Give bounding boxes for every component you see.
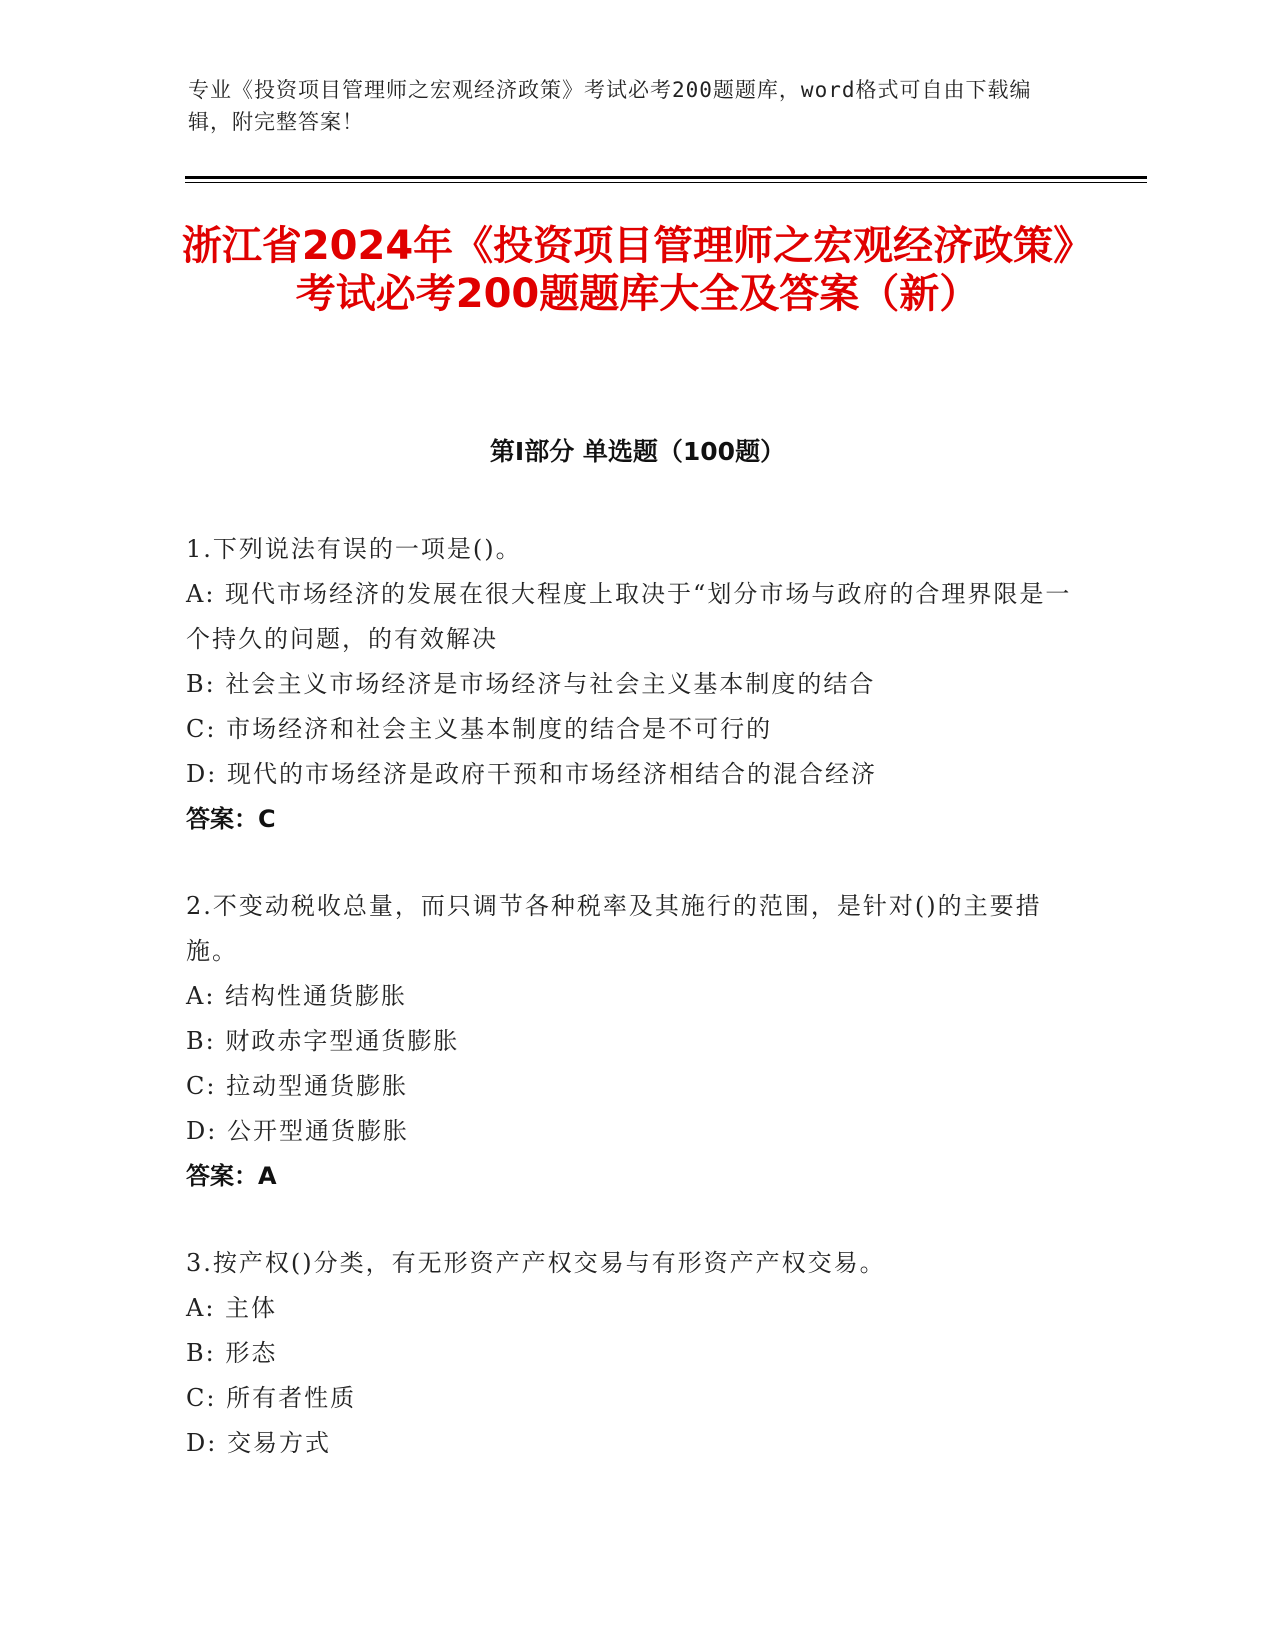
header-divider-thin <box>185 182 1147 183</box>
answer-line: 答案：A <box>186 1162 277 1190</box>
question-stem: 3.按产权()分类，有无形资产产权交易与有形资产产权交易。 <box>186 1249 886 1277</box>
option-a: A: 结构性通货膨胀 <box>186 982 408 1010</box>
option-a: A: 现代市场经济的发展在很大程度上取决于“划分市场与政府的合理界限是一个持久的问题，的有效解决 <box>186 580 1072 653</box>
option-d: D: 交易方式 <box>186 1429 331 1457</box>
question-stem: 1.下列说法有误的一项是()。 <box>186 535 522 563</box>
option-c: C: 所有者性质 <box>186 1384 357 1412</box>
option-c: C: 拉动型通货膨胀 <box>186 1072 409 1100</box>
question-item <box>186 527 1076 842</box>
option-a: A: 主体 <box>186 1294 278 1322</box>
header-note: 专业《投资项目管理师之宏观经济政策》考试必考200题题库，word格式可自由下载编辑，附完整答案！ <box>188 78 1032 134</box>
answer-line: 答案：C <box>186 805 276 833</box>
option-b: B: 形态 <box>186 1339 278 1367</box>
document-title: 浙江省2024年《投资项目管理师之宏观经济政策》考试必考200题题库大全及答案（新） <box>181 223 1094 317</box>
option-b: B: 财政赤字型通货膨胀 <box>186 1027 460 1055</box>
question-item <box>186 884 1076 1199</box>
question-list <box>186 527 1076 1508</box>
question-item <box>186 1241 1076 1466</box>
option-d: D: 公开型通货膨胀 <box>186 1117 409 1145</box>
section-title: 第I部分 单选题（100题） <box>489 437 786 466</box>
header-divider-thick <box>185 176 1147 179</box>
option-d: D: 现代的市场经济是政府干预和市场经济相结合的混合经济 <box>186 760 877 788</box>
option-b: B: 社会主义市场经济是市场经济与社会主义基本制度的结合 <box>186 670 876 698</box>
question-stem: 2.不变动税收总量，而只调节各种税率及其施行的范围，是针对()的主要措施。 <box>186 892 1042 965</box>
option-c: C: 市场经济和社会主义基本制度的结合是不可行的 <box>186 715 773 743</box>
